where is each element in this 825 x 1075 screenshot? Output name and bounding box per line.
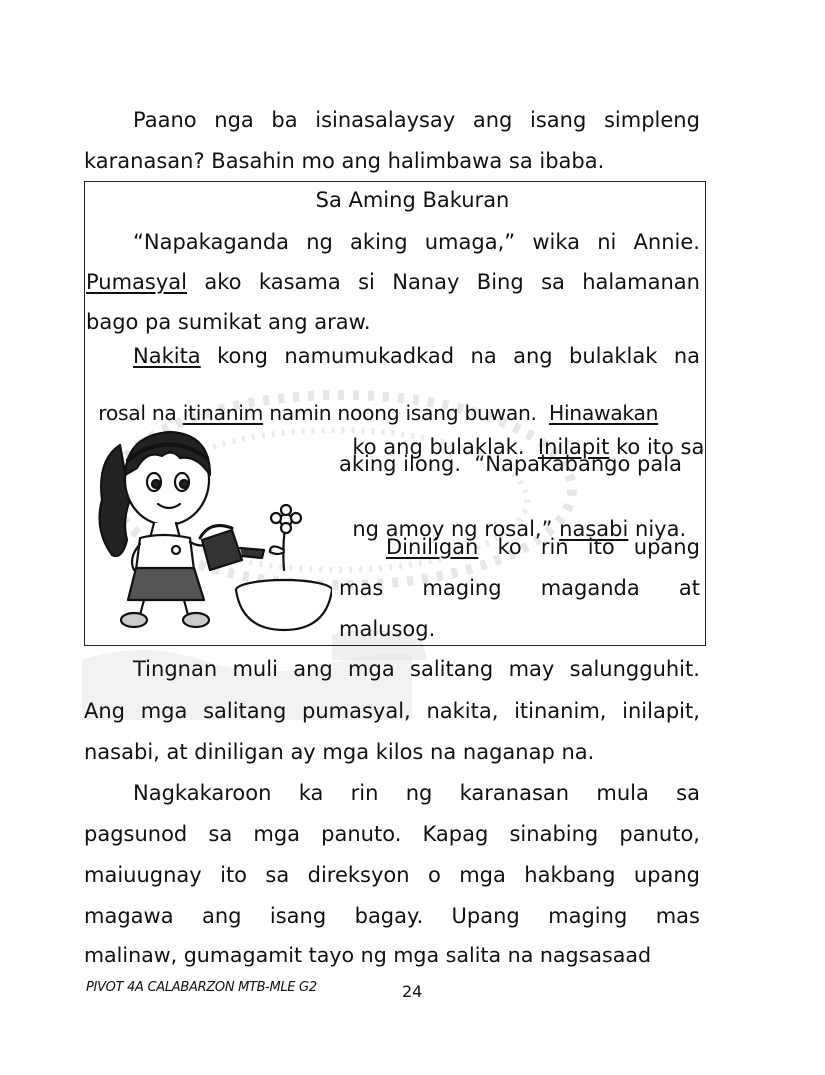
word: karanasan: [459, 781, 570, 805]
word: umaga,”: [424, 230, 516, 254]
text-run: namin noong isang buwan.: [263, 401, 549, 425]
story-p2-line-5: [339, 493, 686, 541]
word: si: [358, 270, 375, 294]
word: direksyon: [307, 863, 410, 887]
body-line-8: malinaw, gumagamit tayo ng mga salita na nagsasaad: [84, 943, 652, 967]
word: sa: [676, 781, 700, 805]
story-p2-line-4: aking ilong. “Napakabango pala: [339, 452, 682, 476]
text-run: rosal na: [98, 401, 183, 425]
word: halamanan: [582, 270, 700, 294]
word: nga: [214, 108, 254, 132]
word: salitang: [203, 699, 287, 723]
word: na: [673, 344, 700, 368]
word: magawa: [84, 904, 174, 928]
word: ni: [597, 230, 617, 254]
body-line-1: [133, 657, 700, 681]
text-run: niya.: [628, 517, 687, 541]
story-p1-line-2: [86, 270, 700, 294]
underlined-verb: Nakita: [133, 344, 201, 368]
word: hakbang: [524, 863, 616, 887]
intro-line-1: [133, 108, 700, 132]
word: salungguhit.: [569, 657, 700, 681]
word: isinasalaysay: [315, 108, 456, 132]
text-run: ko ito sa: [609, 435, 705, 459]
word: na: [470, 344, 497, 368]
word: Annie.: [633, 230, 700, 254]
word: bulaklak: [569, 344, 658, 368]
word: ba: [271, 108, 298, 132]
word: Ang: [84, 699, 126, 723]
page-number: 24: [402, 982, 423, 1001]
word: wika: [532, 230, 580, 254]
word: rin: [540, 535, 569, 559]
word: kong: [217, 344, 268, 368]
word: ang: [293, 657, 333, 681]
word: aking: [350, 230, 408, 254]
word: “Napakaganda: [133, 230, 290, 254]
word: pumasyal,: [302, 699, 411, 723]
underlined-verb: itinanim: [182, 401, 264, 425]
underlined-verb: Diniligan: [386, 535, 479, 559]
word: mga: [253, 822, 301, 846]
word: ka: [298, 781, 324, 805]
word: sa: [541, 270, 565, 294]
body-line-6: [84, 863, 700, 887]
word: mula: [596, 781, 649, 805]
underlined-verb: Hinawakan: [549, 401, 659, 425]
word: Bing: [476, 270, 524, 294]
footer-source: PIVOT 4A CALABARZON MTB-MLE G2: [86, 980, 317, 995]
word: nakita,: [426, 699, 499, 723]
word: ito: [220, 863, 248, 887]
word: ito: [587, 535, 615, 559]
body-line-3: nasabi, at diniligan ay mga kilos na naganap na.: [84, 740, 595, 764]
word: Nanay: [392, 270, 460, 294]
word: maiuugnay: [84, 863, 202, 887]
word: maganda: [540, 576, 640, 600]
word: inilapit,: [622, 699, 700, 723]
word: mga: [348, 657, 395, 681]
text-run: ko ang bulaklak.: [352, 435, 538, 459]
body-line-4: [133, 781, 700, 805]
word: ang: [201, 904, 242, 928]
word: o: [427, 863, 441, 887]
word: bagay.: [354, 904, 424, 928]
story-p1-line-1: [133, 230, 700, 254]
story-p1-line-3: bago pa sumikat ang araw.: [86, 310, 371, 334]
word: muli: [232, 657, 278, 681]
word: ang: [472, 108, 513, 132]
word: ng: [306, 230, 333, 254]
word: salitang: [410, 657, 494, 681]
word: isang: [269, 904, 327, 928]
word: sa: [208, 822, 233, 846]
word: ako: [204, 270, 242, 294]
word: maging: [548, 904, 628, 928]
word: pagsunod: [84, 822, 188, 846]
word: panuto,: [619, 822, 700, 846]
text-run: ng amoy ng rosal,”: [352, 517, 560, 541]
word: Kapag: [422, 822, 489, 846]
word: ang: [513, 344, 553, 368]
word: itinanim,: [514, 699, 607, 723]
word: at: [678, 576, 700, 600]
intro-line-2: karanasan? Basahin mo ang halimbawa sa ibaba.: [84, 149, 605, 173]
word: panuto.: [321, 822, 402, 846]
word: sa: [265, 863, 290, 887]
word: Paano: [133, 108, 197, 132]
word: simpleng: [603, 108, 700, 132]
word: may: [508, 657, 555, 681]
word: maging: [422, 576, 502, 600]
story-p3-line-1: [386, 535, 700, 559]
word: namumukadkad: [284, 344, 455, 368]
word: sinabing: [509, 822, 599, 846]
body-line-5: [84, 822, 700, 846]
word: upang: [633, 863, 700, 887]
girl-watering-flower-illustration: [92, 420, 332, 635]
underlined-verb: Inilapit: [537, 435, 610, 459]
word: mga: [459, 863, 506, 887]
underlined-verb: Pumasyal: [86, 270, 188, 294]
story-title: Sa Aming Bakuran: [315, 188, 510, 212]
word: mas: [655, 904, 700, 928]
word: ko: [497, 535, 522, 559]
word: isang: [530, 108, 587, 132]
underlined-verb: nasabi: [559, 517, 629, 541]
word: ng: [405, 781, 433, 805]
story-p3-line-2: [339, 576, 700, 600]
word: kasama: [258, 270, 341, 294]
word: mga: [140, 699, 188, 723]
story-p3-line-3: malusog.: [339, 617, 436, 641]
word: Nagkakaroon: [133, 781, 272, 805]
body-line-7: [84, 904, 700, 928]
word: Tingnan: [133, 657, 218, 681]
word: Upang: [451, 904, 520, 928]
story-p2-line-1: [133, 344, 700, 368]
word: upang: [633, 535, 700, 559]
word: mas: [339, 576, 384, 600]
body-line-2: [84, 699, 700, 723]
word: rin: [350, 781, 379, 805]
